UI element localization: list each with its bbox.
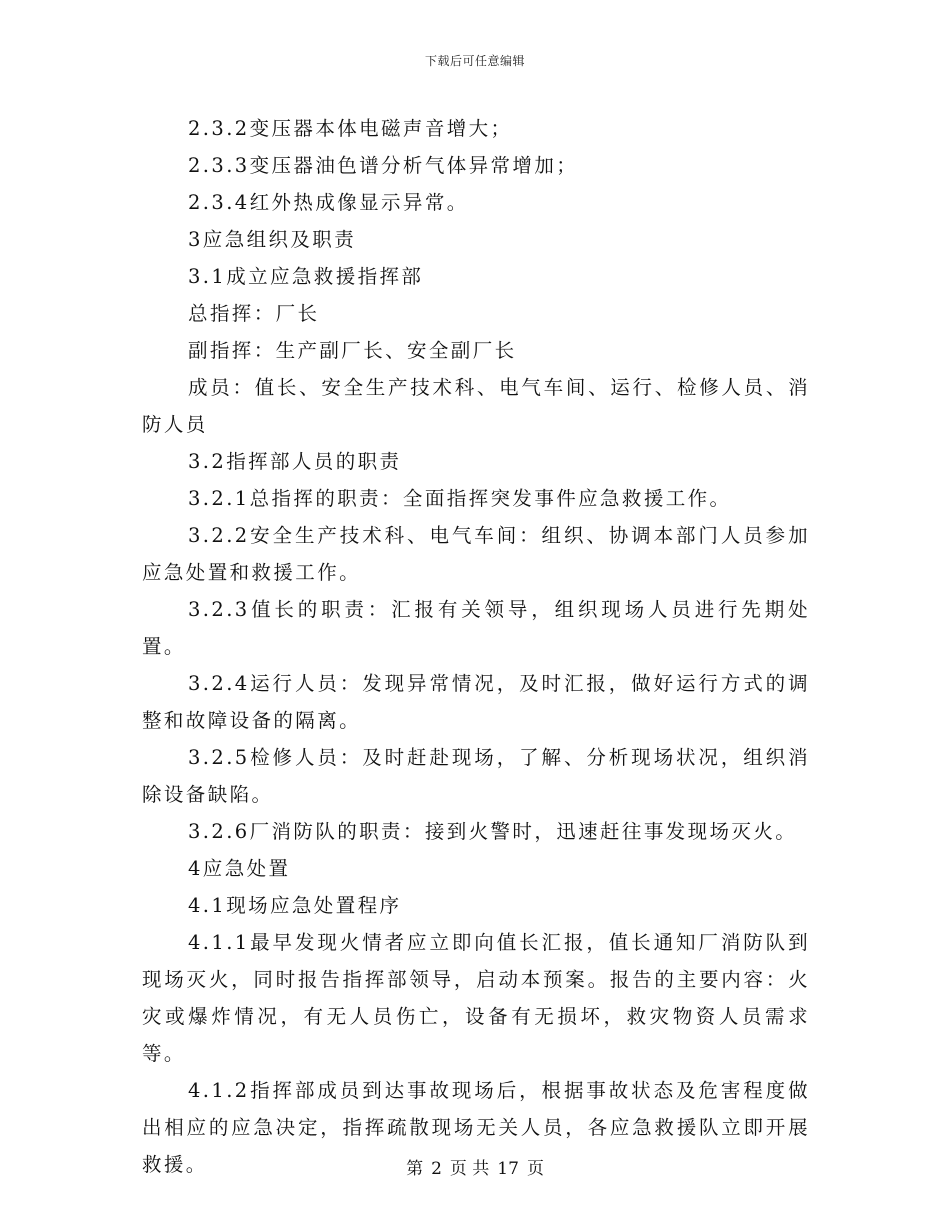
paragraph-4-1-2: 4.1.2指挥部成员到达事故现场后，根据事故状态及危害程度做出相应的应急决定，指挥疏散现场无关人员，各应急救援队立即开展救援。 [142,1079,810,1176]
paragraph-2-3-3: 2.3.3变压器油色谱分析气体异常增加； [188,154,579,177]
paragraph-3-2-1: 3.2.1总指挥的职责：全面指挥突发事件应急救援工作。 [188,487,732,510]
paragraph-3-2-3: 3.2.3值长的职责：汇报有关领导，组织现场人员进行先期处置。 [142,598,810,658]
paragraph-3-2-2: 3.2.2安全生产技术科、电气车间：组织、协调本部门人员参加应急处置和救援工作。 [142,524,810,584]
paragraph-2-3-2: 2.3.2变压器本体电磁声音增大； [188,117,513,140]
paragraph-commander: 总指挥：厂长 [188,302,320,325]
footer-suffix: 页 [526,1159,544,1179]
footer-total-pages: 17 [497,1159,519,1179]
section-heading-4-1: 4.1现场应急处置程序 [188,894,402,917]
paragraph-3-2-6: 3.2.6厂消防队的职责：接到火警时，迅速赶往事发现场灭火。 [188,820,798,843]
section-heading-4: 4应急处置 [188,857,291,880]
page-header-note: 下载后可任意编辑 [424,54,525,68]
paragraph-members: 成员：值长、安全生产技术科、电气车间、运行、检修人员、消防人员 [142,376,810,436]
footer-prefix: 第 [406,1159,424,1179]
page-footer [0,1154,950,1179]
paragraph-4-1-1: 4.1.1最早发现火情者应立即向值长汇报，值长通知厂消防队到现场灭火，同时报告指挥部领导，启动本预案。报告的主要内容：火灾或爆炸情况，有无人员伤亡，设备有无损坏，救灾物资人员需求等。 [142,931,810,1065]
paragraph-deputy-commander: 副指挥：生产副厂长、安全副厂长 [188,339,517,362]
section-heading-3-2: 3.2指挥部人员的职责 [188,450,402,473]
paragraph-3-2-5: 3.2.5检修人员：及时赶赴现场，了解、分析现场状况，组织消除设备缺陷。 [142,746,810,806]
section-heading-3: 3应急组织及职责 [188,228,357,251]
footer-middle: 页 共 [449,1159,490,1179]
section-heading-3-1: 3.1成立应急救援指挥部 [188,265,424,288]
footer-page-number: 2 [431,1159,442,1179]
paragraph-3-2-4: 3.2.4运行人员：发现异常情况，及时汇报，做好运行方式的调整和故障设备的隔离。 [142,672,810,732]
paragraph-2-3-4: 2.3.4红外热成像显示异常。 [188,191,469,214]
document-body [142,110,810,1183]
